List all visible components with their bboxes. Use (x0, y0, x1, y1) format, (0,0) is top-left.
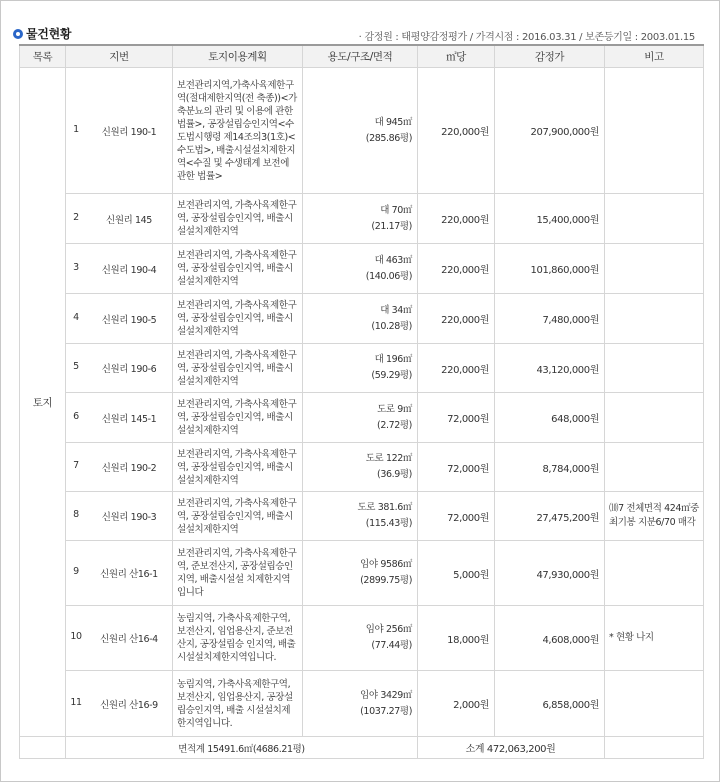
area-pyeong: (1037.27평) (360, 705, 412, 717)
table-row (20, 344, 704, 393)
row-number (66, 492, 173, 541)
col-header-note: 비고 (605, 45, 704, 68)
table-row (20, 68, 704, 194)
note-cell (605, 671, 704, 737)
area-pyeong: (285.86평) (365, 132, 412, 144)
appraisal-cell: 6,858,000원 (495, 671, 605, 737)
jibun-text: 신원리 190-2 (101, 463, 157, 474)
appraisal-cell: 15,400,000원 (495, 194, 605, 244)
col-header-list: 목록 (20, 45, 66, 68)
appraisal-cell: 4,608,000원 (495, 606, 605, 671)
row-number-text: 5 (73, 361, 79, 372)
row-number-text: 3 (73, 261, 79, 273)
category-cell: 토지 (20, 68, 66, 737)
col-header-jibun: 지번 (66, 45, 173, 68)
unit-price-cell: 72,000원 (418, 492, 495, 541)
section-title: 물건현황 (26, 27, 72, 41)
area-pyeong: (21.17평) (371, 220, 412, 232)
area-cell (303, 294, 418, 344)
row-number-text: 6 (73, 410, 79, 422)
price-date-value: 2016.03.31 (522, 32, 577, 43)
row-number (66, 541, 173, 606)
table-row (20, 194, 704, 244)
unit-price-cell: 220,000원 (418, 244, 495, 294)
note-cell (605, 393, 704, 443)
jibun-text: 신원리 190-3 (101, 512, 157, 523)
unit-price-cell: 72,000원 (418, 443, 495, 492)
col-header-area: 용도/구조/면적 (303, 45, 418, 68)
row-number (66, 443, 173, 492)
unit-price-cell: 220,000원 (418, 68, 495, 194)
row-number (66, 344, 173, 393)
area-value: 대 70㎡ (380, 204, 412, 216)
table-header-row (20, 45, 704, 68)
jibun-text: 신원리 190-6 (101, 364, 157, 375)
area-cell (303, 344, 418, 393)
area-value: 대 34㎡ (380, 304, 412, 316)
row-number (66, 68, 173, 194)
area-total: 면적계 15491.6㎡(4686.21평) (66, 737, 418, 759)
appraisal-cell: 648,000원 (495, 393, 605, 443)
area-cell (303, 541, 418, 606)
price-date-label: 가격시점 (475, 32, 514, 43)
jibun-text: 신원리 145 (106, 214, 152, 226)
area-value: 도로 381.6㎡ (357, 502, 412, 513)
col-header-unit-price: ㎡당 (418, 45, 495, 68)
appraisal-cell: 101,860,000원 (495, 244, 605, 294)
appraisal-cell: 43,120,000원 (495, 344, 605, 393)
totals-note (605, 737, 704, 759)
area-cell (303, 492, 418, 541)
area-cell (303, 671, 418, 737)
area-value: 도로 122㎡ (365, 453, 412, 464)
row-number (66, 294, 173, 344)
jibun-text: 신원리 145-1 (101, 413, 157, 425)
note-cell (605, 344, 704, 393)
area-cell (303, 244, 418, 294)
unit-price-cell: 220,000원 (418, 194, 495, 244)
row-number (66, 606, 173, 671)
area-cell (303, 194, 418, 244)
area-value: 임야 9586㎡ (360, 559, 412, 570)
table-row (20, 443, 704, 492)
title-wrap (13, 25, 71, 42)
landuse-cell: 보전관리지역, 가축사육제한구역, 공장설립승인지역, 배출시설설치제한지역 (173, 393, 303, 443)
area-cell (303, 606, 418, 671)
landuse-cell: 보전관리지역, 가축사육제한구역, 공장설립승인지역, 배출시설설치제한지역 (173, 294, 303, 344)
appraisal-cell: 7,480,000원 (495, 294, 605, 344)
row-number (66, 671, 173, 737)
appraisal-meta: · 감정원 : 태평양감정평가 / 가격시점 : 2016.03.31 / 보존등기일 : 2003.01.15 (358, 32, 695, 43)
unit-price-cell: 72,000원 (418, 393, 495, 443)
table-row (20, 606, 704, 671)
landuse-cell: 보전관리지역, 가축사육제한구역, 공장설립승인지역, 배출시설설치제한지역 (173, 244, 303, 294)
area-value: 대 463㎡ (374, 254, 412, 266)
table-row (20, 244, 704, 294)
note-cell: ⑽7 전체면적 424㎡중 최기봉 지분6/70 매각 (605, 492, 704, 541)
unit-price-cell: 2,000원 (418, 671, 495, 737)
row-number (66, 244, 173, 294)
row-number-text: 8 (73, 509, 79, 520)
area-cell (303, 443, 418, 492)
appraiser-value: 태평양감정평가 (401, 32, 467, 43)
table-row (20, 492, 704, 541)
unit-price-cell: 18,000원 (418, 606, 495, 671)
registry-date-value: 2003.01.15 (640, 32, 695, 43)
registry-date-label: 보존등기일 (585, 32, 632, 43)
section-header (5, 27, 717, 41)
jibun-text: 신원리 190-1 (101, 126, 157, 138)
jibun-text: 신원리 산16-9 (100, 699, 158, 711)
row-number-text: 4 (73, 311, 79, 323)
totals-spacer (20, 737, 66, 759)
col-header-landuse: 토지이용계획 (173, 45, 303, 68)
appraiser-label: 감정원 (364, 32, 393, 43)
table-row (20, 393, 704, 443)
jibun-text: 신원리 190-4 (101, 264, 157, 276)
area-value: 임야 256㎡ (365, 624, 412, 635)
row-number-text: 2 (73, 211, 79, 223)
note-cell (605, 443, 704, 492)
area-value: 대 196㎡ (374, 354, 412, 365)
area-cell (303, 393, 418, 443)
note-cell (605, 294, 704, 344)
row-number-text: 10 (70, 631, 82, 642)
area-value: 도로 9㎡ (377, 403, 412, 415)
jibun-text: 신원리 190-5 (101, 314, 157, 326)
row-number-text: 1 (73, 123, 79, 135)
table-row (20, 541, 704, 606)
appraisal-cell: 27,475,200원 (495, 492, 605, 541)
property-table (19, 44, 704, 759)
landuse-cell: 보전관리지역, 가축사육제한구역, 공장설립승인지역, 배출시설설치제한지역 (173, 492, 303, 541)
note-cell (605, 68, 704, 194)
totals-row (20, 737, 704, 759)
landuse-cell: 보전관리지역, 가축사육제한구역, 공장설립승인지역, 배출시설설치제한지역 (173, 194, 303, 244)
landuse-cell: 보전관리지역,가축사육제한구역(절대제한지역(전 축종))<가축분뇨의 관리 및 이용에 관한 법률>, 공장설립승인지역<수도법시행령 제14조의3(1호)<수도법>, 배출시설설치제한지역<수질 및 수생태계 보전에 관한 법률> (173, 68, 303, 194)
landuse-cell: 보전관리지역, 가축사육제한구역, 공장설립승인지역, 배출시설설치제한지역 (173, 443, 303, 492)
area-pyeong: (2.72평) (377, 419, 412, 431)
landuse-cell: 보전관리지역, 가축사육제한구역, 준보전산지, 공장설립승인지역, 배출시설설 치제한지역입니다 (173, 541, 303, 606)
table-row (20, 294, 704, 344)
area-pyeong: (59.29평) (371, 370, 412, 381)
row-number-text: 11 (70, 696, 82, 708)
bullet-icon (13, 29, 23, 39)
unit-price-cell: 220,000원 (418, 294, 495, 344)
table-row (20, 671, 704, 737)
area-cell (303, 68, 418, 194)
row-number-text: 9 (73, 566, 79, 577)
landuse-cell: 농림지역, 가축사육제한구역, 보전산지, 임업용산지, 공장설립승인지역, 배출 시설설치제한지역입니다. (173, 671, 303, 737)
area-pyeong: (36.9평) (377, 469, 412, 480)
appraisal-cell: 47,930,000원 (495, 541, 605, 606)
subtotal: 소계 472,063,200원 (418, 737, 605, 759)
area-pyeong: (115.43평) (365, 518, 412, 529)
unit-price-cell: 5,000원 (418, 541, 495, 606)
jibun-text: 신원리 산16-1 (100, 569, 158, 580)
landuse-cell: 보전관리지역, 가축사육제한구역, 공장설립승인지역, 배출시설설치제한지역 (173, 344, 303, 393)
note-cell (605, 244, 704, 294)
row-number (66, 393, 173, 443)
area-pyeong: (140.06평) (365, 270, 412, 282)
unit-price-cell: 220,000원 (418, 344, 495, 393)
jibun-text: 신원리 산16-4 (100, 634, 158, 645)
row-number-text: 7 (73, 460, 79, 471)
appraisal-cell: 8,784,000원 (495, 443, 605, 492)
note-cell (605, 541, 704, 606)
row-number (66, 194, 173, 244)
area-pyeong: (77.44평) (371, 640, 412, 651)
area-pyeong: (2899.75평) (360, 575, 412, 586)
area-value: 대 945㎡ (374, 116, 412, 128)
appraisal-cell: 207,900,000원 (495, 68, 605, 194)
note-cell (605, 194, 704, 244)
landuse-cell: 농림지역, 가축사육제한구역, 보전산지, 임업용산지, 준보전산지, 공장설립승 인지역, 배출시설설치제한지역입니다. (173, 606, 303, 671)
area-pyeong: (10.28평) (371, 320, 412, 332)
col-header-appraisal: 감정가 (495, 45, 605, 68)
area-value: 임야 3429㎡ (360, 689, 412, 701)
note-cell: * 현황 나지 (605, 606, 704, 671)
